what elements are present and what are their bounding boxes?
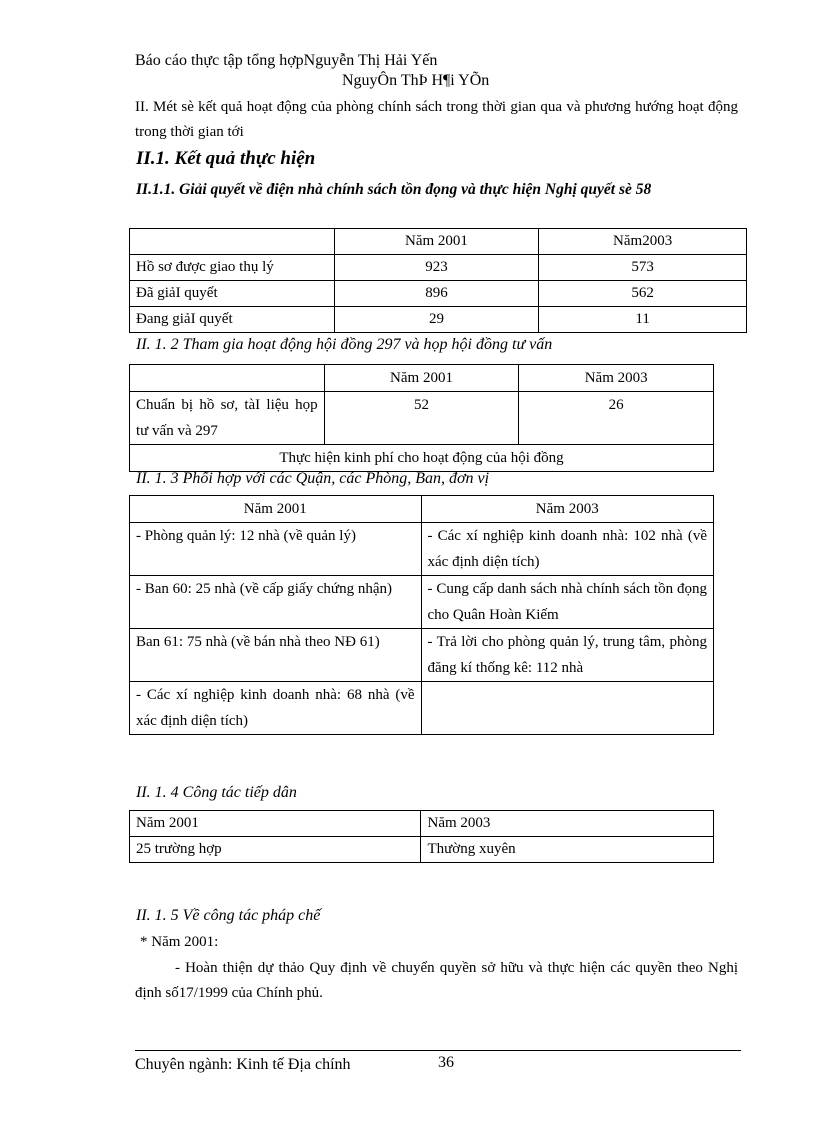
table-header-row [130,811,714,837]
table-header-cell: Năm 2003 [421,496,714,523]
table-cell: Hồ sơ được giao thụ lý [130,255,335,281]
footer-major: Chuyên ngành: Kinh tế Địa chính [135,1056,351,1073]
table-row [130,255,747,281]
table-cell: 923 [334,255,539,281]
table-row [130,392,714,445]
body-paragraph: - Hoàn thiện dự thảo Quy định về chuyển quyền sở hữu và thực hiện các quyền theo Nghị định số17/1999 của Chính phủ. [135,960,738,1001]
year-2001-label: * Năm 2001: [140,934,219,950]
table-cell: - Cung cấp danh sách nhà chính sách tồn đọng cho Quân Hoàn Kiếm [421,576,714,629]
table-cell: - Các xí nghiệp kinh doanh nhà: 102 nhà (về xác định diện tích) [421,523,714,576]
table-header-row [130,496,714,523]
table-cell: 562 [539,281,747,307]
page-number: 36 [438,1054,454,1071]
table-cell: - Phòng quản lý: 12 nhà (về quản lý) [130,523,422,576]
table-cell: 896 [334,281,539,307]
header-line-1: Báo cáo thực tập tổng hợpNguyễn Thị Hải Yến [135,52,438,69]
table-cell: 26 [519,392,714,445]
header-line-2: NguyÔn ThÞ H¶i YÕn [342,72,490,89]
table-cell: 52 [324,392,519,445]
subsection-1-heading: II.1.1. Giải quyết về điện nhà chính sách tồn đọng và thực hiện Nghị quyết sè 58 [136,181,652,198]
table-council-activity [129,364,714,472]
table-header-cell: Năm 2001 [334,229,539,255]
table-row [130,837,714,863]
table-header-cell: Năm 2001 [130,811,421,837]
table-row [130,523,714,576]
table-header-cell: Năm 2001 [130,496,422,523]
table-header-row [130,365,714,392]
table-cell: 11 [539,307,747,333]
table-cell: Đã giảI quyết [130,281,335,307]
table-cell: Chuẩn bị hồ sơ, tàI liệu họp tư vấn và 297 [130,392,325,445]
table-row [130,576,714,629]
table-cell: 29 [334,307,539,333]
table-header-cell: Năm 2001 [324,365,519,392]
intro-paragraph: II. Mét sè kết quả hoạt động của phòng chính sách trong thời gian qua và phương hướng hoạt động trong thời gian tới [135,99,738,140]
table-row [130,281,747,307]
subsection-2-heading: II. 1. 2 Tham gia hoạt động hội đồng 297 và họp hội đồng tư vấn [136,336,553,353]
table-header-row [130,229,747,255]
table-cell: - Ban 60: 25 nhà (về cấp giấy chứng nhận) [130,576,422,629]
table-header-cell: Năm 2003 [421,811,714,837]
table-row [130,629,714,682]
table-header-cell: Năm 2003 [519,365,714,392]
table-cell: Thực hiện kinh phí cho hoạt động của hội đồng [130,445,714,472]
table-cell [421,682,714,735]
table-citizen-reception [129,810,714,863]
table-cell: Ban 61: 75 nhà (về bán nhà theo NĐ 61) [130,629,422,682]
subsection-3-heading: II. 1. 3 Phối hợp với các Quận, các Phòng, Ban, đơn vị [136,470,490,487]
table-row [130,445,714,472]
table-cell: 573 [539,255,747,281]
table-cell: Thường xuyên [421,837,714,863]
table-header-cell: Năm2003 [539,229,747,255]
subsection-4-heading: II. 1. 4 Công tác tiếp dân [136,784,297,801]
table-cell [130,365,325,392]
table-cell: 25 trường hợp [130,837,421,863]
table-cell [130,229,335,255]
section-title: II.1. Kết quả thực hiện [136,148,316,169]
table-row [130,682,714,735]
footer-divider [135,1050,741,1051]
table-case-resolution [129,228,747,333]
table-cell: - Trả lời cho phòng quản lý, trung tâm, phòng đăng kí thống kê: 112 nhà [421,629,714,682]
table-cell: - Các xí nghiệp kinh doanh nhà: 68 nhà (về xác định diện tích) [130,682,422,735]
subsection-5-heading: II. 1. 5 Về công tác pháp chế [136,907,321,924]
table-cell: Đang giảI quyết [130,307,335,333]
table-row [130,307,747,333]
table-coordination [129,495,714,735]
